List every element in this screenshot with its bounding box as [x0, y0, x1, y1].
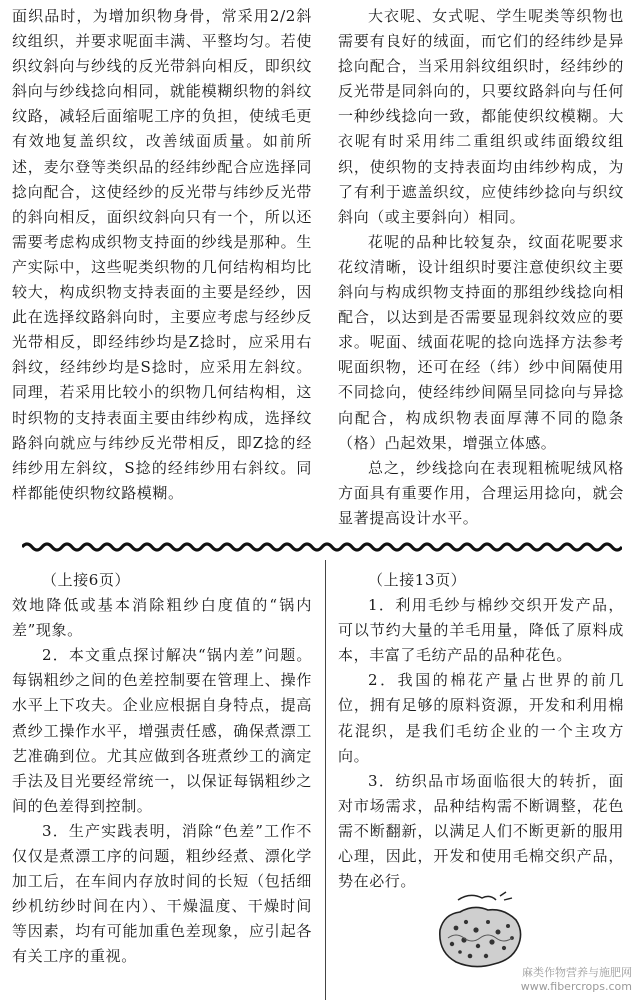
watermark-url: www.fibercrops.com: [520, 980, 632, 993]
top-left-column: [12, 4, 312, 506]
bottom-left-column: [12, 568, 312, 970]
paragraph: 花呢的品种比较复杂，纹面花呢要求花纹清晰，设计组织时要注意使织纹主要斜向与构成织物支持面的那组纱线捻向相配合，以达到是否需要显现斜纹效应的要求。呢面、绒面花呢的捻向选择方法参考呢面织物，还可在经（纬）纱中间隔使用不同捻向，使经纬纱间隔呈同捻向与异捻向配合，构成织物表面厚薄不同的隐条（格）凸起效果，增强立体感。: [338, 232, 624, 452]
top-right-column: [338, 4, 624, 531]
continuation-label: （上接13页）: [368, 571, 467, 589]
watermark-title: 麻类作物营养与施肥网: [522, 966, 632, 979]
paragraph: 大衣呢、女式呢、学生呢类等织物也需要有良好的绒面，而它们的经纬纱是异捻向配合，当采用斜纹组织时，经纬纱的反光带是同斜向的，只要纹路斜向与任何一种纱线捻向一致，都能使织纹模糊。大衣呢有时采用纬二重组织或纬面缎纹组织，使织物的支持表面均由纬纱构成，为了有利于遮盖织纹，应使纬纱捻向与织纹斜向（或主要斜向）相同。: [338, 7, 624, 226]
decorative-illustration: [430, 890, 530, 972]
watermark: [521, 966, 632, 994]
column-divider: [325, 560, 326, 1000]
paragraph: 效地降低或基本消除粗纱白度值的“锅内差”现象。: [12, 596, 312, 640]
paragraph: 2．本文重点探讨解决“锅内差”问题。每锅粗纱之间的色差控制要在管理上、操作水平上下攻夫。企业应根据自身特点，提高煮纱工操作水平，增强责任感，确保煮漂工艺准确到位。尤其应做到各班煮纱工的滴定手法及目光要经常统一，以保证每锅粗纱之间的色差得到控制。: [12, 646, 312, 815]
paragraph: 3．生产实践表明，消除“色差”工作不仅仅是煮漂工序的问题，粗纱经煮、漂化学加工后，在车间内存放时间的长短（包括细纱机纺纱时间在内）、干燥温度、干燥时间等因素，均有可能加重色差现象，应引起各有关工序的重视。: [12, 821, 312, 966]
paragraph: 2．我国的棉花产量占世界的前几位，拥有足够的原料资源，开发和利用棉花混织，是我们毛纺企业的一个主攻方向。: [338, 671, 624, 765]
paragraph: 3．纺织品市场面临很大的转折，面对市场需求，品种结构需不断调整，花色需不断翻新，以满足人们不断更新的服用心理，因此，开发和使用毛棉交织产品，势在必行。: [338, 771, 624, 891]
paragraph: 总之，纱线捻向在表现粗梳呢绒风格方面具有重要作用，合理运用捻向，就会显著提高设计水平。: [338, 458, 624, 527]
wavy-divider: [22, 541, 622, 553]
paragraph: 面织品时，为增加织物身骨，常采用2/2斜纹组织，并要求呢面丰满、平整均匀。若使织纹斜向与纱线的反光带斜向相反，即织纹斜向与纱线捻向相同，就能模糊织物的斜纹纹路，减轻后面缩呢工序的负担，使绒毛更有效地复盖织纹，改善绒面质量。如前所述，麦尔登等类织品的经纬纱配合应选择同捻向配合，这使经纱的反光带与纬纱反光带的斜向相反，面织纹斜向只有一个，所以还需要考虑构成织物支持面的纱线是那种。生产实际中，这些呢类织物的几何结构相均比较大，构成织物支持表面的主要是经纱，因此在选择纹路斜向时，主要应考虑与经纱反光带相反，即经纬纱均是Z捻时，应采用右斜纹，经纬纱均是S捻时，应采用左斜纹。同理，若采用比较小的织物几何结构相，这时织物的支持表面主要由纬纱构成，选择纹路斜向就应与纬纱反光带相反，即Z捻的经纬纱用左斜纹，S捻的经纬纱用右斜纹。同样都能使织物纹路模糊。: [12, 7, 312, 502]
paragraph: 1．利用毛纱与棉纱交织开发产品，可以节约大量的羊毛用量，降低了原料成本，丰富了毛纺产品的品种花色。: [338, 596, 624, 665]
bottom-right-column: [338, 568, 624, 894]
continuation-label: （上接6页）: [42, 571, 131, 589]
